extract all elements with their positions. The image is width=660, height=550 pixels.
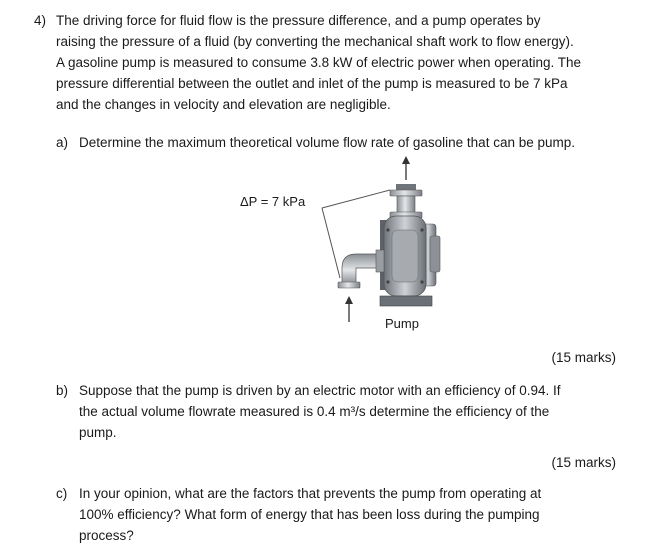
pump-label: Pump: [385, 316, 419, 331]
part-a-text: Determine the maximum theoretical volume flow rate of gasoline that can be pump.: [79, 135, 575, 150]
delta-p-label: ΔP = 7 kPa: [240, 194, 306, 209]
pump-base: [380, 296, 432, 306]
outlet-flow-arrow: [402, 156, 410, 180]
pump-body: [380, 216, 440, 296]
question-number: 4): [34, 13, 47, 28]
part-a-marks: (15 marks): [551, 350, 616, 365]
part-c-label: c): [56, 486, 68, 501]
inlet-pipe: [338, 250, 384, 288]
part-a-label: a): [56, 135, 69, 150]
inlet-flow-arrow: [345, 296, 353, 322]
part-b-text: Suppose that the pump is driven by an electric motor with an efficiency of 0.94. If the actual volume flowrate measured is 0.4 m³/s determine the efficiency of the pump.: [79, 383, 561, 440]
pump-figure: [230, 150, 470, 340]
part-b-marks: (15 marks): [551, 455, 616, 470]
part-c-text: In your opinion, what are the factors that prevents the pump from operating at 100% efficiency? What form of energy that has been loss during the pumping process?: [79, 486, 542, 543]
outlet-pipe: [390, 184, 422, 218]
part-b-label: b): [56, 383, 69, 398]
question-intro: The driving force for fluid flow is the pressure difference, and a pump operates by raising the pressure of a fluid (by converting the mechanical shaft work to flow energy). A gasoline pump is measured to consume 3.8 kW of electric power when operating. The pressure differential between the outlet and inlet of the pump is measured to be 7 kPa and the changes in velocity and elevation are negligible.: [56, 13, 582, 112]
